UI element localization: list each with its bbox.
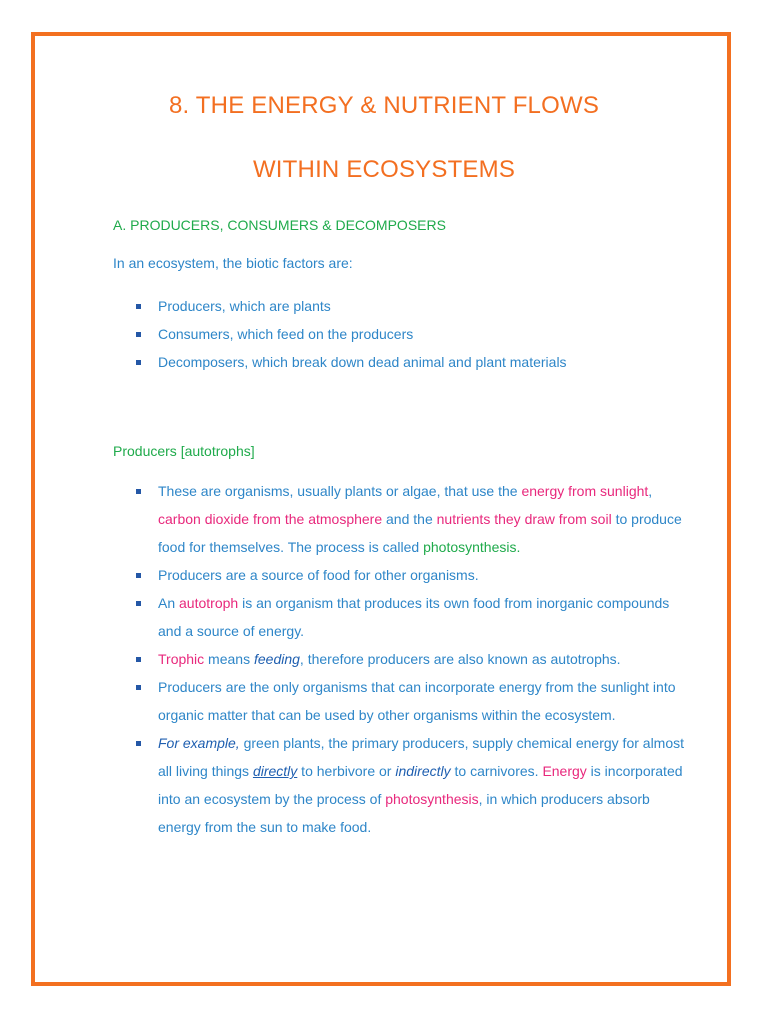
text-run: These are organisms, usually plants or algae, that use the <box>158 483 522 499</box>
list-item: Producers, which are plants <box>134 292 694 320</box>
list-item: Decomposers, which break down dead animal and plant materials <box>134 348 694 376</box>
text-run: , in which producers absorb energy from the sun to make food. <box>158 791 650 835</box>
text-run: means <box>204 651 254 667</box>
biotic-factors-list <box>134 292 694 376</box>
list-item <box>134 645 694 673</box>
page-title-line-2: WITHIN ECOSYSTEMS <box>252 156 516 183</box>
list-item <box>134 673 694 729</box>
intro-text: In an ecosystem, the biotic factors are: <box>113 255 353 271</box>
highlight-nutrients: nutrients they draw from soil <box>436 511 612 527</box>
emphasis-indirectly: indirectly <box>395 763 451 779</box>
text-run: Producers are a source of food for other organisms. <box>158 567 479 583</box>
text-run: Producers are the only organisms that can incorporate energy from the sunlight into organic matter that can be used by other organisms within the ecosystem. <box>158 679 676 723</box>
highlight-carbon-dioxide: carbon dioxide from the atmosphere <box>158 511 383 527</box>
text-run: is incorporated into an ecosystem by the process of <box>158 763 683 807</box>
text-run: and the <box>382 511 437 527</box>
highlight-energy-from-sunlight: energy from sunlight <box>521 483 649 499</box>
highlight-trophic: Trophic <box>158 651 205 667</box>
page-title-line-1: 8. THE ENERGY & NUTRIENT FLOWS <box>168 92 600 119</box>
emphasis-for-example: For example, <box>158 735 240 751</box>
text-run: green plants, the primary producers, supply chemical energy for almost all living things <box>158 735 685 779</box>
producers-list <box>134 477 694 841</box>
highlight-photosynthesis: photosynthesis <box>385 791 479 807</box>
text-run: An <box>158 595 180 611</box>
highlight-energy: Energy <box>542 763 587 779</box>
section-heading-producers-consumers-decomposers: A. PRODUCERS, CONSUMERS & DECOMPOSERS <box>113 217 446 233</box>
list-item <box>134 561 694 589</box>
emphasis-feeding: feeding <box>253 651 300 667</box>
text-run: to carnivores. <box>450 763 543 779</box>
text-run: to herbivore or <box>297 763 396 779</box>
list-item <box>134 477 694 561</box>
list-item <box>134 729 694 841</box>
emphasis-directly: directly <box>252 763 298 779</box>
text-run: , <box>648 483 653 499</box>
text-run: is an organism that produces its own food from inorganic compounds and a source of energy. <box>158 595 670 639</box>
text-run: to produce food for themselves. The process is called <box>158 511 682 555</box>
highlight-photosynthesis: photosynthesis. <box>423 539 521 555</box>
text-run: , therefore producers are also known as autotrophs. <box>299 651 621 667</box>
list-item: Consumers, which feed on the producers <box>134 320 694 348</box>
list-item <box>134 589 694 645</box>
highlight-autotroph: autotroph <box>179 595 239 611</box>
producers-heading: Producers [autotrophs] <box>113 443 255 459</box>
